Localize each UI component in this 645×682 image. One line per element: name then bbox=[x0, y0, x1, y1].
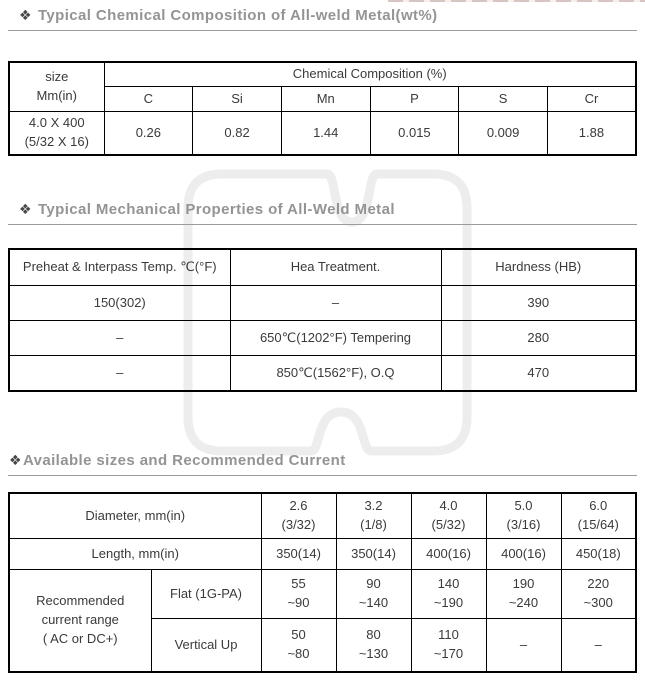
hardness-value-cell: 280 bbox=[441, 321, 636, 356]
vertical-current-cell: – bbox=[486, 619, 561, 673]
size-header-line1: size bbox=[45, 69, 69, 85]
element-value-cell: 1.88 bbox=[547, 112, 636, 156]
diamond-bullet-icon: ❖ bbox=[19, 7, 32, 23]
vertical-current-cell: 110 ~170 bbox=[411, 619, 486, 673]
flat-current-cell: 190 ~240 bbox=[486, 570, 561, 619]
element-header-cell: Si bbox=[193, 87, 282, 112]
element-header-cell: Mn bbox=[281, 87, 370, 112]
element-header-cell: S bbox=[459, 87, 548, 112]
size-value-line2: (5/32 X 16) bbox=[24, 134, 89, 149]
size-header-cell bbox=[9, 62, 104, 112]
hardness-value-cell: 390 bbox=[441, 286, 636, 321]
flat-current-cell: 90 ~140 bbox=[336, 570, 411, 619]
chemical-composition-table bbox=[8, 61, 637, 156]
size-value-cell bbox=[9, 112, 104, 156]
diameter-value-cell: 2.6 (3/32) bbox=[261, 493, 336, 539]
section-heading-chemical-composition bbox=[8, 7, 637, 31]
mechanical-properties-table bbox=[8, 248, 637, 392]
heat-treatment-value-cell: 850℃(1562°F), O.Q bbox=[230, 356, 441, 392]
diameter-value-cell: 5.0 (3/16) bbox=[486, 493, 561, 539]
diamond-bullet-icon: ❖ bbox=[19, 201, 32, 217]
element-header-cell: C bbox=[104, 87, 193, 112]
preheat-value-cell: 150(302) bbox=[9, 286, 230, 321]
section-heading-text: Typical Mechanical Properties of All-Weld Metal bbox=[37, 201, 395, 218]
preheat-value-cell: – bbox=[9, 356, 230, 392]
preheat-value-cell: – bbox=[9, 321, 230, 356]
current-range-label-cell: Recommended current range ( AC or DC+) bbox=[9, 570, 151, 673]
vertical-current-cell: – bbox=[561, 619, 636, 673]
section-heading-available-sizes bbox=[8, 452, 637, 476]
size-header-line2: Mm(in) bbox=[36, 88, 77, 103]
diameter-value-cell: 4.0 (5/32) bbox=[411, 493, 486, 539]
section-heading-text: Available sizes and Recommended Current bbox=[22, 452, 346, 469]
size-value-line1: 4.0 X 400 bbox=[28, 115, 85, 131]
diameter-value-cell: 3.2 (1/8) bbox=[336, 493, 411, 539]
page-top-artifact-line bbox=[388, 0, 645, 2]
heat-treatment-header-cell: Hea Treatment. bbox=[230, 249, 441, 286]
vertical-current-cell: 50 ~80 bbox=[261, 619, 336, 673]
section-heading-text: Typical Chemical Composition of All-weld Metal(wt%) bbox=[37, 7, 438, 24]
heat-treatment-value-cell: 650℃(1202°F) Tempering bbox=[230, 321, 441, 356]
element-header-cell: P bbox=[370, 87, 459, 112]
length-value-cell: 400(16) bbox=[486, 539, 561, 570]
flat-position-label-cell: Flat (1G-PA) bbox=[151, 570, 261, 619]
diameter-label-cell: Diameter, mm(in) bbox=[9, 493, 261, 539]
element-value-cell: 0.26 bbox=[104, 112, 193, 156]
preheat-header-cell: Preheat & Interpass Temp. ℃(°F) bbox=[9, 249, 230, 286]
length-label-cell: Length, mm(in) bbox=[9, 539, 261, 570]
vertical-position-label-cell: Vertical Up bbox=[151, 619, 261, 673]
length-value-cell: 400(16) bbox=[411, 539, 486, 570]
element-value-cell: 0.015 bbox=[370, 112, 459, 156]
section-heading-mechanical-properties bbox=[8, 201, 637, 225]
element-value-cell: 0.009 bbox=[459, 112, 548, 156]
chemical-group-header-cell: Chemical Composition (%) bbox=[104, 62, 636, 87]
diamond-bullet-icon: ❖ bbox=[9, 452, 22, 468]
diameter-value-cell: 6.0 (15/64) bbox=[561, 493, 636, 539]
flat-current-cell: 220 ~300 bbox=[561, 570, 636, 619]
element-value-cell: 0.82 bbox=[193, 112, 282, 156]
length-value-cell: 350(14) bbox=[261, 539, 336, 570]
element-header-cell: Cr bbox=[547, 87, 636, 112]
heat-treatment-value-cell: – bbox=[230, 286, 441, 321]
length-value-cell: 450(18) bbox=[561, 539, 636, 570]
flat-current-cell: 55 ~90 bbox=[261, 570, 336, 619]
hardness-value-cell: 470 bbox=[441, 356, 636, 392]
vertical-current-cell: 80 ~130 bbox=[336, 619, 411, 673]
hardness-header-cell: Hardness (HB) bbox=[441, 249, 636, 286]
length-value-cell: 350(14) bbox=[336, 539, 411, 570]
element-value-cell: 1.44 bbox=[281, 112, 370, 156]
flat-current-cell: 140 ~190 bbox=[411, 570, 486, 619]
sizes-current-table bbox=[8, 492, 637, 673]
